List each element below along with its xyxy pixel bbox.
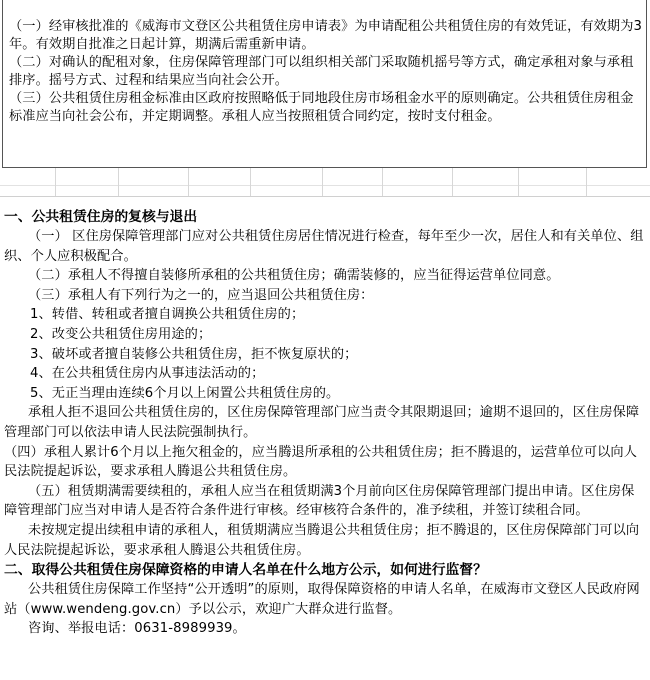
sub-item-4: 4、在公共租赁住房内从事违法活动的； xyxy=(30,366,265,382)
section-one-item-3: （三）承租人有下列行为之一的，应当退回公共租赁住房： xyxy=(28,287,374,303)
grid-col-line xyxy=(250,168,251,196)
main-text-block xyxy=(4,207,646,639)
grid-col-line xyxy=(586,168,587,196)
grid-col-line xyxy=(55,168,56,196)
spreadsheet-grid-strip xyxy=(0,168,650,197)
refuse-return-para: 承租人拒不退回公共租赁住房的，区住房保障管理部门应当责令其限期退回；逾期不退回的，区住房保障管理部门可以依法申请人民法院强制执行。 xyxy=(4,405,640,440)
sub-item-5: 5、无正当理由连续6个月以上闲置公共租赁住房的。 xyxy=(30,385,340,401)
sub-item-3: 3、破坏或者擅自装修公共租赁住房，拒不恢复原状的； xyxy=(30,346,358,362)
section-one-item-5: （五）租赁期满需要续租的，承租人应当在租赁期满3个月前向区住房保障管理部门提出申请。区住房保障管理部门应当对申请人是否符合条件进行审核。经审核符合条件的，准予续租，并签订续租合同。 xyxy=(4,483,635,519)
grid-row-line xyxy=(0,185,650,186)
top-para-3: （三）公共租赁住房租金标准由区政府按照略低于同地段住房市场租金水平的原则确定。公共租赁住房租金标准应当向社会公布，并定期调整。承租人应当按照租赁合同约定，按时支付租金。 xyxy=(9,91,634,124)
sub-item-1: 1、转借、转租或者擅自调换公共租赁住房的； xyxy=(30,307,305,323)
section-two-heading: 二、取得公共租赁住房保障资格的申请人名单在什么地方公示，如何进行监督？ xyxy=(4,562,487,579)
grid-col-line xyxy=(118,168,119,196)
section-one-item-2: （二）承租人不得擅自装修所承租的公共租赁住房；确需装修的，应当征得运营单位同意。 xyxy=(28,268,560,284)
hotline-text: 咨询、举报电话：0631-8989939。 xyxy=(28,621,246,637)
grid-col-line xyxy=(382,168,383,196)
no-renewal-para: 未按规定提出续租申请的承租人，租赁期满应当腾退公共租赁住房；拒不腾退的，区住房保障部门可以向人民法院提起诉讼，要求承租人腾退公共租赁住房。 xyxy=(4,522,640,558)
top-para-2: （二）对确认的配租对象，住房保障管理部门可以组织相关部门采取随机摇号等方式，确定承租对象与承租排序。摇号方式、过程和结果应当向社会公开。 xyxy=(9,55,634,88)
grid-col-line xyxy=(188,168,189,196)
top-bordered-cell xyxy=(2,0,647,168)
grid-col-line xyxy=(322,168,323,196)
top-para-1: （一）经审核批准的《威海市文登区公共租赁住房申请表》为申请配租公共租赁住房的有效凭证，有效期为3年。有效期自批准之日起计算，期满后需重新申请。 xyxy=(9,19,642,52)
section-one-heading: 一、公共租赁住房的复核与退出 xyxy=(4,209,198,225)
sub-item-2: 2、改变公共租赁住房用途的； xyxy=(30,326,212,342)
section-two-body: 公共租赁住房保障工作坚持“公开透明”的原则，取得保障资格的申请人名单，在威海市文登区人民政府网站（www.wendeng.gov.cn）予以公示，欢迎广大群众进行监督。 xyxy=(4,582,640,617)
section-one-item-1: （一） 区住房保障管理部门应对公共租赁住房居住情况进行检查，每年至少一次，居住人和有关单位、组织、个人应积极配合。 xyxy=(4,229,644,264)
section-one-item-4: （四）承租人累计6个月以上拖欠租金的，应当腾退所承租的公共租赁住房；拒不腾退的，运营单位可以向人民法院提起诉讼，要求承租人腾退公共租赁住房。 xyxy=(4,444,637,480)
grid-col-line xyxy=(518,168,519,196)
grid-col-line xyxy=(452,168,453,196)
